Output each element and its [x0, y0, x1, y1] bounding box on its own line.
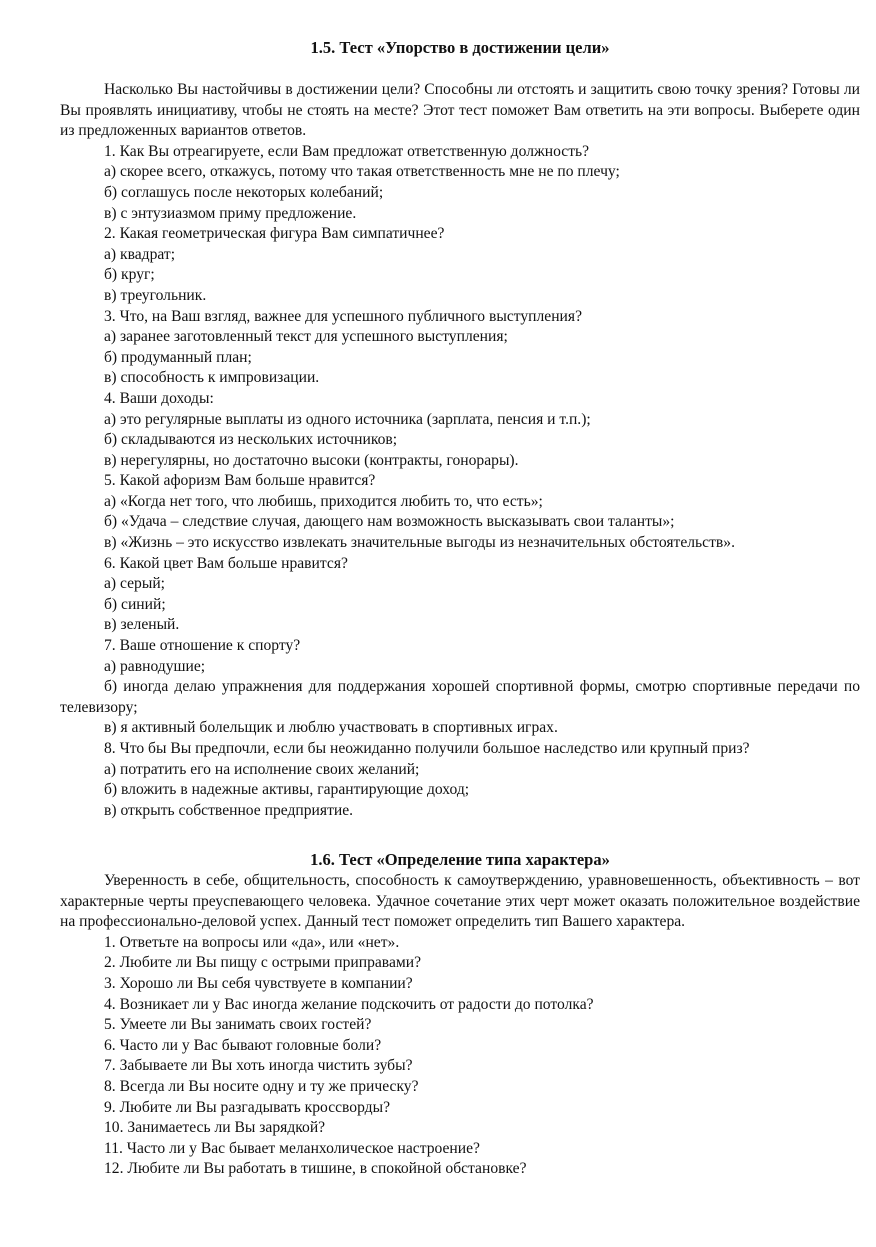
section-2-body [60, 871, 860, 1180]
text-line: а) серый; [104, 575, 165, 593]
section-2-intro: Уверенность в себе, общительность, способность к самоутверждению, уравновешенность, объективность – вот характерные черты преуспевающего человека. Удачное сочетание этих черт может оказать положительное воздействие на профессионально-деловой успех. Данный тест поможет определить тип Вашего характера. [60, 872, 860, 931]
text-line: в) способность к импровизации. [104, 369, 320, 387]
text-line: в) зеленый. [104, 616, 180, 634]
text-line: 9. Любите ли Вы разгадывать кроссворды? [104, 1098, 391, 1116]
section-1-title: 1.5. Тест «Упорство в достижении цели» [310, 38, 610, 57]
section-1-body [60, 80, 860, 821]
text-line: б) «Удача – следствие случая, дающего нам возможность высказывать свои таланты»; [104, 513, 675, 531]
text-line: 5. Какой афоризм Вам больше нравится? [104, 472, 376, 490]
text-line: б) синий; [104, 595, 166, 613]
text-line: 4. Возникает ли у Вас иногда желание подскочить от радости до потолка? [104, 995, 594, 1013]
text-line: а) потратить его на исполнение своих желаний; [104, 760, 420, 778]
text-line: а) скорее всего, откажусь, потому что такая ответственность мне не по плечу; [104, 163, 620, 181]
text-line: в) открыть собственное предприятие. [104, 801, 354, 819]
text-line: 12. Любите ли Вы работать в тишине, в спокойной обстановке? [104, 1160, 527, 1178]
text-line: 11. Часто ли у Вас бывает меланхолическое настроение? [104, 1139, 480, 1157]
text-line: а) равнодушие; [104, 657, 206, 675]
text-line: 6. Часто ли у Вас бывают головные боли? [104, 1036, 382, 1054]
text-line: 7. Забываете ли Вы хоть иногда чистить зубы? [104, 1057, 413, 1075]
text-line: 3. Хорошо ли Вы себя чувствуете в компании? [104, 974, 413, 992]
text-line: 1. Ответьте на вопросы или «да», или «нет». [104, 933, 400, 951]
text-line: 4. Ваши доходы: [104, 389, 214, 407]
text-line: в) с энтузиазмом приму предложение. [104, 204, 357, 222]
text-line: а) заранее заготовленный текст для успешного выступления; [104, 328, 508, 346]
text-line: 8. Всегда ли Вы носите одну и ту же прическу? [104, 1077, 419, 1095]
text-line: 10. Занимаетесь ли Вы зарядкой? [104, 1119, 326, 1137]
text-line: 1. Как Вы отреагируете, если Вам предложат ответственную должность? [104, 142, 590, 160]
text-line: 5. Умеете ли Вы занимать своих гостей? [104, 1016, 372, 1034]
text-line: в) треугольник. [104, 286, 207, 304]
text-line: 2. Любите ли Вы пищу с острыми приправами? [104, 954, 422, 972]
text-line: в) нерегулярны, но достаточно высоки (контракты, гонорары). [104, 451, 519, 469]
text-line: 6. Какой цвет Вам больше нравится? [104, 554, 348, 572]
section-2-title: 1.6. Тест «Определение типа характера» [310, 850, 610, 869]
text-line: в) я активный болельщик и люблю участвовать в спортивных играх. [104, 719, 558, 737]
text-line: в) «Жизнь – это искусство извлекать значительные выгоды из незначительных обстоятельств». [104, 534, 735, 552]
text-line: а) это регулярные выплаты из одного источника (зарплата, пенсия и т.п.); [104, 410, 591, 428]
text-line: 7. Ваше отношение к спорту? [104, 637, 301, 655]
text-line: а) квадрат; [104, 245, 176, 263]
text-line: б) вложить в надежные активы, гарантирующие доход; [104, 781, 470, 799]
text-line: 2. Какая геометрическая фигура Вам симпатичнее? [104, 225, 445, 243]
section-1-intro: Насколько Вы настойчивы в достижении цели? Способны ли отстоять и защитить свою точку зрения? Готовы ли Вы проявлять инициативу, чтобы не стоять на месте? Этот тест поможет Вам ответить на эти вопросы. Выберете один из предложенных вариантов ответов. [60, 81, 860, 140]
text-line: 3. Что, на Ваш взгляд, важнее для успешного публичного выступления? [104, 307, 582, 325]
text-line: б) продуманный план; [104, 348, 252, 366]
text-line: б) круг; [104, 266, 155, 284]
section-1-questions [60, 142, 860, 677]
text-line: б) складываются из нескольких источников; [104, 431, 398, 449]
text-line: 8. Что бы Вы предпочли, если бы неожиданно получили большое наследство или крупный приз? [104, 740, 750, 757]
text-line: б) соглашусь после некоторых колебаний; [104, 183, 384, 201]
section-1-questions-continued [60, 718, 860, 821]
text-line: а) «Когда нет того, что любишь, приходится любить то, что есть»; [104, 492, 543, 510]
section-1-wrapped-answer: б) иногда делаю упражнения для поддержания хорошей спортивной формы, смотрю спортивные передачи по телевизору; [60, 678, 860, 716]
section-2-questions [60, 933, 860, 1180]
